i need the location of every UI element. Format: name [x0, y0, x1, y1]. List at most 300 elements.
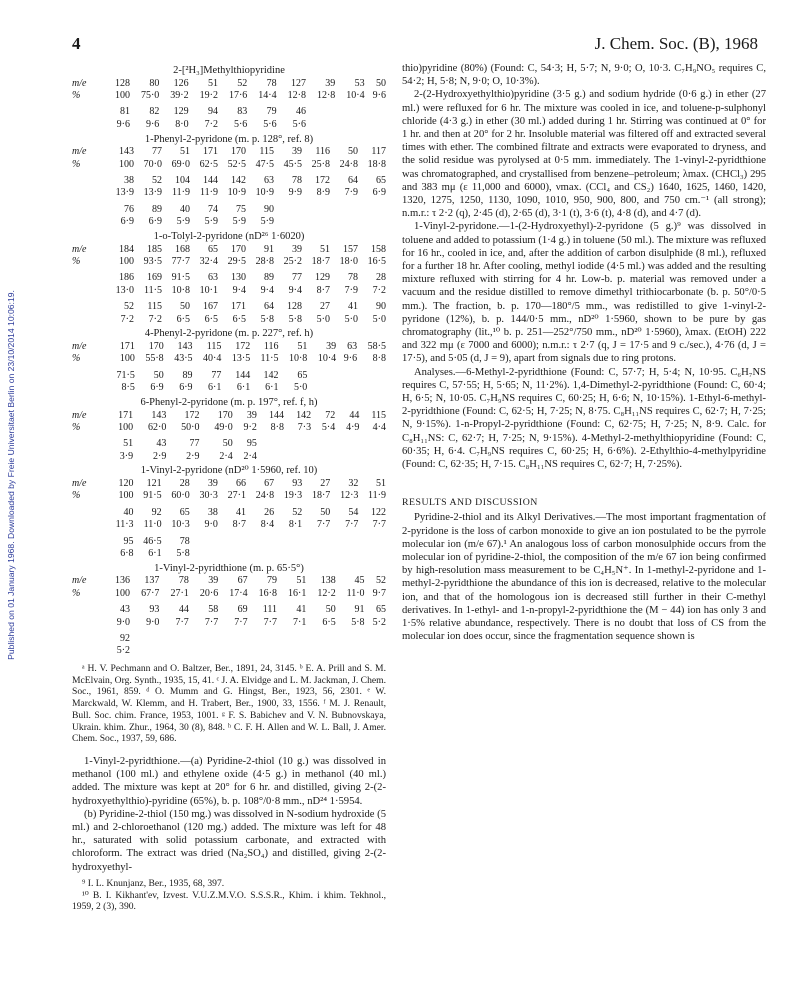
spectrum-cell: [306, 106, 335, 118]
spectrum-cell: 100: [119, 255, 134, 267]
spectrum-cell: 67: [237, 575, 248, 587]
spectrum-row: [72, 632, 386, 644]
body-paragraph: (b) Pyridine-2-thiol (150 mg.) was dissolved in N-sodium hydroxide (5 ml.) and 2-chloroethanol (120 mg.) added. The mixture was left for 48 hr., saturated with solid potassium carbonate, and extracted with chloroform. The extract was dried (Na₂SO₄) and distilled, giving 2-(2-hydroxyethyl-: [72, 808, 386, 873]
spectrum-cell: 171: [203, 146, 218, 158]
spectrum-cell: 6·5: [176, 313, 190, 325]
spectrum-cell: 5·8: [351, 616, 365, 628]
spectrum-cell: 11·5: [144, 284, 162, 296]
spectrum-cell: 27: [320, 478, 331, 490]
spectrum-row: [72, 519, 386, 531]
spectrum-cell: 170: [231, 146, 246, 158]
spectrum-row: [72, 616, 386, 628]
spectrum-cell: 91: [264, 243, 274, 255]
spectrum-cell: 74: [208, 203, 218, 215]
spectrum-cell: 27·1: [170, 587, 189, 599]
spectrum-cell: 14·4: [258, 90, 277, 102]
spectrum-cell: 65: [208, 243, 218, 255]
spectrum-cell: 40: [123, 506, 134, 518]
spectrum-cell: 11·9: [200, 187, 218, 199]
spectrum-cell: 8·4: [260, 519, 275, 531]
spectrum-cell: 51: [376, 478, 386, 490]
row-label: [72, 300, 106, 312]
spectrum-cell: [302, 535, 330, 547]
spectrum-cell: [218, 645, 247, 657]
spectrum-cell: 9·0: [204, 519, 218, 531]
spectrum-cell: 17·4: [229, 587, 248, 599]
spectrum-cell: 93: [149, 604, 160, 616]
spectrum-cell: 172: [235, 340, 251, 352]
spectrum-cell: 5·6: [292, 118, 306, 130]
spectrum-row: [72, 300, 386, 312]
spectrum-cell: 4·4: [372, 421, 386, 433]
body-paragraph: 1-Vinyl-2-pyridthione.—(a) Pyridine-2-thiol (10 g.) was dissolved in methanol (100 ml.) and ethylene oxide (4·5 g.) in methanol (40 ml.) added. The mixture was kept at 20° for 6 hr. and distilled, giving 2-(2-hydroxyethylthio)-pyridine (65%), b. p. 108°/0·8 mm., nD²⁴ 1·5954.: [72, 755, 386, 807]
spectrum-cell: 91·5: [143, 490, 162, 502]
spectrum-cell: 19·3: [283, 490, 303, 502]
spectrum-cell: 11·0: [346, 587, 365, 599]
spectrum-cell: 115: [147, 301, 162, 313]
spectrum-cell: 91·5: [171, 272, 190, 284]
spectrum-cell: 50: [222, 438, 233, 450]
spectrum-cell: 130: [231, 272, 246, 284]
spectrum-cell: 27: [320, 301, 330, 313]
spectrum-cell: [218, 632, 247, 644]
spectrum-cell: 5·9: [260, 216, 274, 228]
spectrum-cell: [335, 450, 359, 462]
spectrum-row: [72, 340, 386, 352]
spectrum-title: 4-Phenyl-2-pyridone (m. p. 227°, ref. h): [144, 328, 314, 340]
spectrum-cell: 13·0: [115, 284, 134, 296]
spectrum-cell: [359, 438, 386, 450]
row-label: [72, 616, 106, 628]
spectrum-cell: 58·5: [367, 340, 386, 352]
spectrum-cell: 10·4: [346, 90, 365, 102]
spectrum-cell: 120: [118, 478, 134, 490]
right-column: [402, 62, 766, 643]
spectrum-cell: 2·9: [186, 450, 200, 462]
spectrum-cell: 126: [173, 77, 189, 89]
row-label: %: [72, 587, 81, 599]
spectrum-cell: 75·0: [140, 90, 160, 102]
row-label: m/e: [72, 575, 87, 587]
spectrum-cell: 11·3: [115, 519, 134, 531]
spectrum-cell: 39: [207, 478, 218, 490]
spectrum-title: 1-Vinyl-2-pyridone (nD²⁰ 1·5960, ref. 10): [140, 465, 318, 477]
spectrum-cell: 11·5: [260, 353, 279, 365]
row-label: %: [72, 353, 81, 365]
spectrum-cell: 12·2: [317, 587, 336, 599]
footnote: ¹⁰ B. I. Kikhant'ev, Izvest. V.U.Z.M.V.O. S.S.S.R., Khim. i khim. Tekhnol., 1959, 2 (3), 390.: [72, 889, 386, 913]
spectrum-cell: 67·7: [141, 587, 160, 599]
spectrum-cell: 10·8: [288, 353, 308, 365]
spectrum-cell: 185: [147, 243, 162, 255]
spectrum-cell: 93·5: [143, 255, 162, 267]
spectrum-row: [72, 158, 386, 170]
spectrum-row: [72, 89, 386, 101]
spectrum-cell: 67: [264, 478, 275, 490]
spectrum-cell: 43·5: [174, 353, 193, 365]
spectrum-cell: 90: [264, 203, 274, 215]
spectrum-cell: 136: [115, 575, 131, 587]
spectrum-cell: 7·9: [344, 187, 358, 199]
row-label: [72, 174, 106, 186]
spectrum-cell: 128: [114, 77, 130, 89]
spectrum-cell: 7·7: [372, 519, 386, 531]
spectrum-cell: [189, 645, 218, 657]
spectrum-cell: [330, 535, 358, 547]
spectrum-cell: [190, 547, 218, 559]
spectrum-cell: 39: [325, 77, 336, 89]
spectrum-cell: [336, 381, 357, 393]
spectrum-cell: 39: [208, 575, 219, 587]
spectrum-cell: [274, 216, 302, 228]
row-label: [72, 313, 106, 325]
spectrum-cell: 51: [320, 243, 330, 255]
spectrum-cell: 6·5: [204, 313, 218, 325]
spectrum-cell: 7·1: [293, 616, 307, 628]
spectrum-cell: 6·8: [120, 548, 134, 560]
row-label: m/e: [72, 146, 87, 158]
spectrum-cell: 7·7: [263, 616, 277, 628]
spectrum-cell: [335, 438, 359, 450]
download-watermark: [4, 170, 18, 780]
spectrum-cell: 92: [120, 632, 131, 644]
spectrum-cell: 46·5: [143, 535, 162, 547]
spectrum-cell: 6·1: [265, 382, 279, 394]
spectrum-cell: 100: [114, 90, 130, 102]
spectrum-cell: 16·1: [288, 587, 307, 599]
spectrum-cell: 9·6: [372, 90, 386, 102]
spectrum-cell: 47·5: [255, 158, 274, 170]
spectrum-cell: 49·0: [214, 421, 233, 433]
row-label: [72, 272, 106, 284]
spectrum-cell: [274, 203, 302, 215]
spectrum-cell: 5·6: [263, 118, 277, 130]
row-label: %: [72, 90, 81, 102]
spectrum-cell: 82: [149, 106, 160, 118]
spectrum-table: [72, 146, 386, 228]
spectrum-cell: 50: [325, 604, 336, 616]
spectrum-cell: 127: [290, 77, 306, 89]
spectrum-cell: 51: [123, 438, 134, 450]
footnote: ⁹ I. L. Knunjanz, Ber., 1935, 68, 397.: [82, 877, 225, 889]
spectrum-cell: [358, 547, 386, 559]
spectrum-cell: 5·8: [176, 548, 190, 560]
spectrum-cell: 44: [178, 604, 189, 616]
spectrum-cell: 3·9: [119, 450, 134, 462]
body-paragraph: Analyses.—6-Methyl-2-pyridthione (Found: C, 57·7; H, 5·4; N, 10·95. C₆H₇NS requires C, 57·55; H, 5·65; N, 11·2%). 1,4-Dimethyl-2-pyridthione (Found: C, 60·4; H, 6·5; N, 10·05. C₇H₉NS requires C, 60·25; H, 6·6; N, 10·15%). 1-Ethyl-6-methyl-2-pyridthione (Found: C, 62·5; H, 7·25; N, 8·75. C₈H₁₁NS requires C, 62·7; H, 7·25; N, 9·15%). 1-n-Propyl-2-pyridthione (Found: C, 62·75; H, 7·25; N, 8·9. Calc. for C₈H₁₁NS: C, 62·7; H, 7·25; N, 9·15%). 4-Methyl-2-methylthiopyridine (Found: C, 60·35; H, 6·4. C₇H₉NS requires C, 60·25; H, 6·6%). 2-Ethylthio-4-methylpyridine (Found: C, 62·35; H, 7·15. C₈H₁₁NS requires C, 62·7; H, 7·25%).: [402, 366, 766, 471]
spectrum-cell: 8·8: [270, 421, 284, 433]
spectrum-cell: 115: [206, 340, 222, 352]
spectrum-cell: 121: [146, 478, 162, 490]
spectrum-cell: 8·0: [175, 118, 189, 130]
spectrum-cell: 39: [246, 409, 257, 421]
spectrum-cell: 171: [118, 409, 134, 421]
spectrum-cell: 91: [354, 604, 365, 616]
spectrum-cell: 142: [231, 175, 246, 187]
spectrum-cell: 8·5: [121, 382, 135, 394]
spectrum-cell: [218, 547, 246, 559]
spectrum-cell: 51: [180, 146, 190, 158]
spectrum-cell: 129: [173, 106, 189, 118]
spectrum-cell: 43: [120, 604, 131, 616]
spectrum-cell: 170: [217, 409, 233, 421]
spectrum-cell: 6·5: [322, 616, 336, 628]
spectrum-cell: [365, 632, 386, 644]
spectrum-cell: 28: [376, 272, 386, 284]
spectrum-cell: [358, 535, 386, 547]
spectrum-cell: 5·8: [288, 313, 302, 325]
row-label: m/e: [72, 478, 87, 490]
spectrum-row: [72, 106, 386, 118]
spectrum-cell: [246, 535, 274, 547]
spectrum-table: [72, 477, 386, 559]
spectrum-cell: [274, 535, 302, 547]
journal-header: J. Chem. Soc. (B), 1968: [594, 34, 758, 53]
spectrum-cell: 54: [348, 506, 359, 518]
spectrum-cell: 28·8: [255, 255, 274, 267]
spectrum-cell: 100: [115, 587, 131, 599]
spectrum-cell: 18·7: [311, 255, 330, 267]
spectrum-cell: 79: [266, 575, 277, 587]
spectrum-cell: [336, 645, 365, 657]
spectrum-cell: [302, 547, 330, 559]
spectrum-cell: 5·6: [233, 118, 248, 130]
spectrum-cell: 9·7: [372, 587, 386, 599]
spectrum-table: [72, 340, 386, 394]
spectrum-cell: 78: [178, 575, 189, 587]
spectrum-cell: 116: [315, 146, 330, 158]
spectrum-cell: 9·0: [146, 616, 160, 628]
spectrum-cell: [311, 450, 335, 462]
spectrum-cell: 4·9: [346, 421, 360, 433]
spectrum-cell: [130, 645, 159, 657]
spectrum-cell: 6·1: [236, 382, 251, 394]
spectrum-table: [72, 243, 386, 325]
spectrum-row: [72, 421, 386, 433]
spectrum-cell: [277, 645, 306, 657]
spectrum-cell: 5·2: [116, 645, 131, 657]
spectrum-cell: 77: [189, 438, 200, 450]
spectrum-cell: 44: [349, 409, 360, 421]
spectrum-cell: 9·6: [343, 353, 358, 365]
row-label: m/e: [72, 340, 87, 352]
left-column: [72, 62, 386, 913]
download-watermark-text: Published on 01 January 1968. Downloaded by Freie Universitaet Berlin on 23/10/2014 10:06:19.: [6, 290, 16, 660]
spectrum-cell: 72: [325, 409, 336, 421]
spectrum-cell: [358, 216, 386, 228]
spectrum-cell: 167: [203, 301, 218, 313]
spectrum-row: [72, 272, 386, 284]
spectrum-cell: [159, 645, 188, 657]
spectrum-cell: 142: [296, 409, 312, 421]
spectrum-cell: 100: [118, 421, 134, 433]
spectrum-cell: 95: [246, 438, 257, 450]
row-label: [72, 506, 106, 518]
spectrum-cell: [365, 106, 386, 118]
spectrum-cell: 8·7: [232, 519, 246, 531]
spectrum-cell: 90: [376, 301, 386, 313]
spectrum-cell: 100: [119, 158, 134, 170]
spectrum-cell: 8·7: [316, 284, 330, 296]
spectrum-cell: [248, 645, 277, 657]
spectrum-cell: 12·8: [316, 90, 336, 102]
spectrum-cell: 12·8: [287, 90, 306, 102]
spectrum-cell: 6·9: [179, 382, 193, 394]
spectrum-cell: 7·3: [297, 421, 312, 433]
spectrum-cell: 144: [235, 369, 251, 381]
spectrum-row: [72, 645, 386, 657]
row-label: [72, 645, 106, 657]
spectrum-cell: 80: [149, 77, 160, 89]
spectrum-cell: 6·5: [232, 313, 246, 325]
body-paragraph: thio)pyridine (80%) (Found: C, 54·3; H, 5·7; N, 9·0; O, 10·3. C₇H₉NO₅ requires C, 54·2; H, 5·8; N, 9·0; O, 10·3%).: [402, 63, 766, 88]
spectrum-cell: 65: [376, 604, 386, 616]
row-label: m/e: [72, 77, 87, 89]
spectrum-cell: 10·3: [171, 519, 190, 531]
spectrum-cell: 5·0: [316, 313, 330, 325]
spectrum-row: [72, 353, 386, 365]
spectrum-cell: 12·3: [340, 490, 359, 502]
spectrum-cell: 137: [144, 575, 160, 587]
spectrum-cell: [365, 645, 386, 657]
spectrum-cell: 89: [182, 369, 193, 381]
spectrum-cell: 10·9: [227, 187, 246, 199]
spectrum-cell: 63: [208, 272, 218, 284]
spectrum-cell: 6·1: [148, 548, 162, 560]
spectrum-cell: 45: [354, 575, 365, 587]
spectrum-cell: 2·4: [243, 450, 257, 462]
spectrum-cell: 144: [268, 409, 284, 421]
row-label: [72, 632, 106, 644]
spectrum-cell: 65: [376, 175, 386, 187]
spectrum-cell: 24·8: [339, 158, 358, 170]
spectrum-cell: 32·4: [199, 255, 218, 267]
spectrum-cell: 62·0: [147, 421, 167, 433]
spectrum-cell: 8·9: [316, 187, 330, 199]
spectrum-cell: 78: [292, 175, 302, 187]
spectrum-row: [72, 77, 386, 89]
row-label: [72, 118, 106, 130]
spectrum-cell: 9·2: [243, 421, 257, 433]
spectrum-cell: 62·5: [199, 158, 218, 170]
spectrum-cell: [284, 450, 311, 462]
spectrum-cell: 143: [119, 146, 134, 158]
row-label: [72, 187, 106, 199]
spectrum-cell: 26: [264, 506, 275, 518]
spectrum-cell: 52: [376, 575, 386, 587]
spectrum-cell: [159, 632, 188, 644]
spectrum-cell: 51: [296, 575, 307, 587]
spectrum-cell: 41: [348, 301, 358, 313]
spectrum-row: [72, 174, 386, 186]
spectrum-cell: 50·0: [181, 421, 200, 433]
spectrum-cell: 69: [237, 604, 248, 616]
spectrum-cell: 39: [292, 243, 302, 255]
spectrum-cell: 64: [348, 175, 358, 187]
spectrum-cell: 64: [264, 301, 274, 313]
spectrum-cell: 45·5: [283, 158, 302, 170]
spectrum-cell: 50: [320, 506, 331, 518]
spectrum-cell: 69·0: [171, 158, 190, 170]
spectrum-cell: 77: [211, 369, 222, 381]
spectrum-cell: [357, 381, 386, 393]
row-label: [72, 381, 106, 393]
spectrum-cell: [302, 203, 330, 215]
spectrum-row: [72, 535, 386, 547]
spectrum-cell: 2·9: [152, 450, 167, 462]
spectrum-cell: 6·1: [208, 382, 222, 394]
row-label: %: [72, 255, 81, 267]
spectrum-cell: 10·9: [255, 187, 274, 199]
spectrum-cell: 5·4: [321, 421, 336, 433]
spectrum-row: [72, 490, 386, 502]
spectrum-cell: 143: [177, 340, 193, 352]
spectrum-cell: 19·2: [199, 90, 218, 102]
spectrum-title: 1-Phenyl-2-pyridone (m. p. 128°, ref. 8): [144, 133, 314, 145]
spectrum-cell: 78: [179, 535, 190, 547]
spectrum-row: [72, 477, 386, 489]
row-label: %: [72, 490, 81, 502]
spectrum-cell: 8·1: [288, 519, 303, 531]
spectrum-row: [72, 575, 386, 587]
spectrum-cell: 144: [203, 175, 218, 187]
spectrum-cell: 7·2: [120, 313, 134, 325]
spectrum-cell: 2·4: [219, 450, 233, 462]
spectrum-cell: 7·2: [372, 284, 386, 296]
table-references: [72, 663, 386, 745]
spectrum-cell: 89: [264, 272, 274, 284]
spectrum-cell: 41: [296, 604, 307, 616]
spectrum-cell: 16·8: [258, 587, 277, 599]
spectrum-cell: 95: [123, 535, 134, 547]
spectrum-cell: 117: [371, 146, 386, 158]
spectrum-cell: 20·6: [199, 587, 219, 599]
spectrum-cell: 25·2: [283, 255, 302, 267]
spectrum-cell: 60·0: [171, 490, 190, 502]
spectrum-cell: 9·4: [260, 284, 274, 296]
spectrum-row: [72, 381, 386, 393]
spectrum-cell: [357, 369, 386, 381]
row-label: %: [72, 421, 81, 433]
spectrum-row: [72, 146, 386, 158]
spectrum-cell: 52: [124, 301, 134, 313]
spectrum-cell: 104: [175, 175, 190, 187]
spectrum-cell: [218, 535, 246, 547]
spectrum-cell: [365, 118, 386, 130]
row-label: [72, 438, 106, 450]
row-label: m/e: [72, 243, 87, 255]
spectrum-cell: 13·5: [231, 353, 251, 365]
spectrum-cell: 8·8: [372, 353, 386, 365]
spectrum-row: [72, 255, 386, 267]
spectrum-cell: 38: [124, 175, 134, 187]
spectrum-cell: 38: [207, 506, 218, 518]
spectrum-row: [72, 187, 386, 199]
spectrum-cell: 93: [292, 478, 303, 490]
spectrum-cell: [307, 381, 336, 393]
discussion-paragraph: Pyridine-2-thiol and its Alkyl Derivatives.—The most important fragmentation of 2-pyridone is the loss of carbon monoxide to give an ion postulated to be the pyrrole molecular ion (m/e 67).¹ An analogous loss of carbon monosulphide occurs from the molecular ion of pyridine-2-thiol, the composition of the m/e 67 ion being confirmed by high-resolution mass measurement to be C₄H₅N⁺. In 1-methyl-2-pyridone and 1-methyl-2-pyridthione the abundance of this ion is decreased, relative to the molecular ion, and that of the homologous ion is decreased still further in their C-methyl derivatives. In 1-ethyl- and 1-n-propyl-2-pyridthione the (M − 44) ion has only 3 and 1·5% relative abundance, respectively. There is no doubt that loss of CS from the molecular ion does occur, since the fragmentation sequence shown is: [402, 512, 766, 643]
spectrum-cell: 7·7: [345, 519, 359, 531]
spectrum-row: [72, 243, 386, 255]
spectrum-cell: 115: [259, 146, 274, 158]
spectrum-cell: 16·5: [367, 255, 386, 267]
spectrum-cell: 100: [119, 353, 135, 365]
spectrum-cell: [359, 450, 386, 462]
spectrum-cell: [307, 369, 336, 381]
spectrum-cell: 66: [235, 478, 246, 490]
spectrum-cell: [274, 547, 302, 559]
row-label: [72, 284, 106, 296]
